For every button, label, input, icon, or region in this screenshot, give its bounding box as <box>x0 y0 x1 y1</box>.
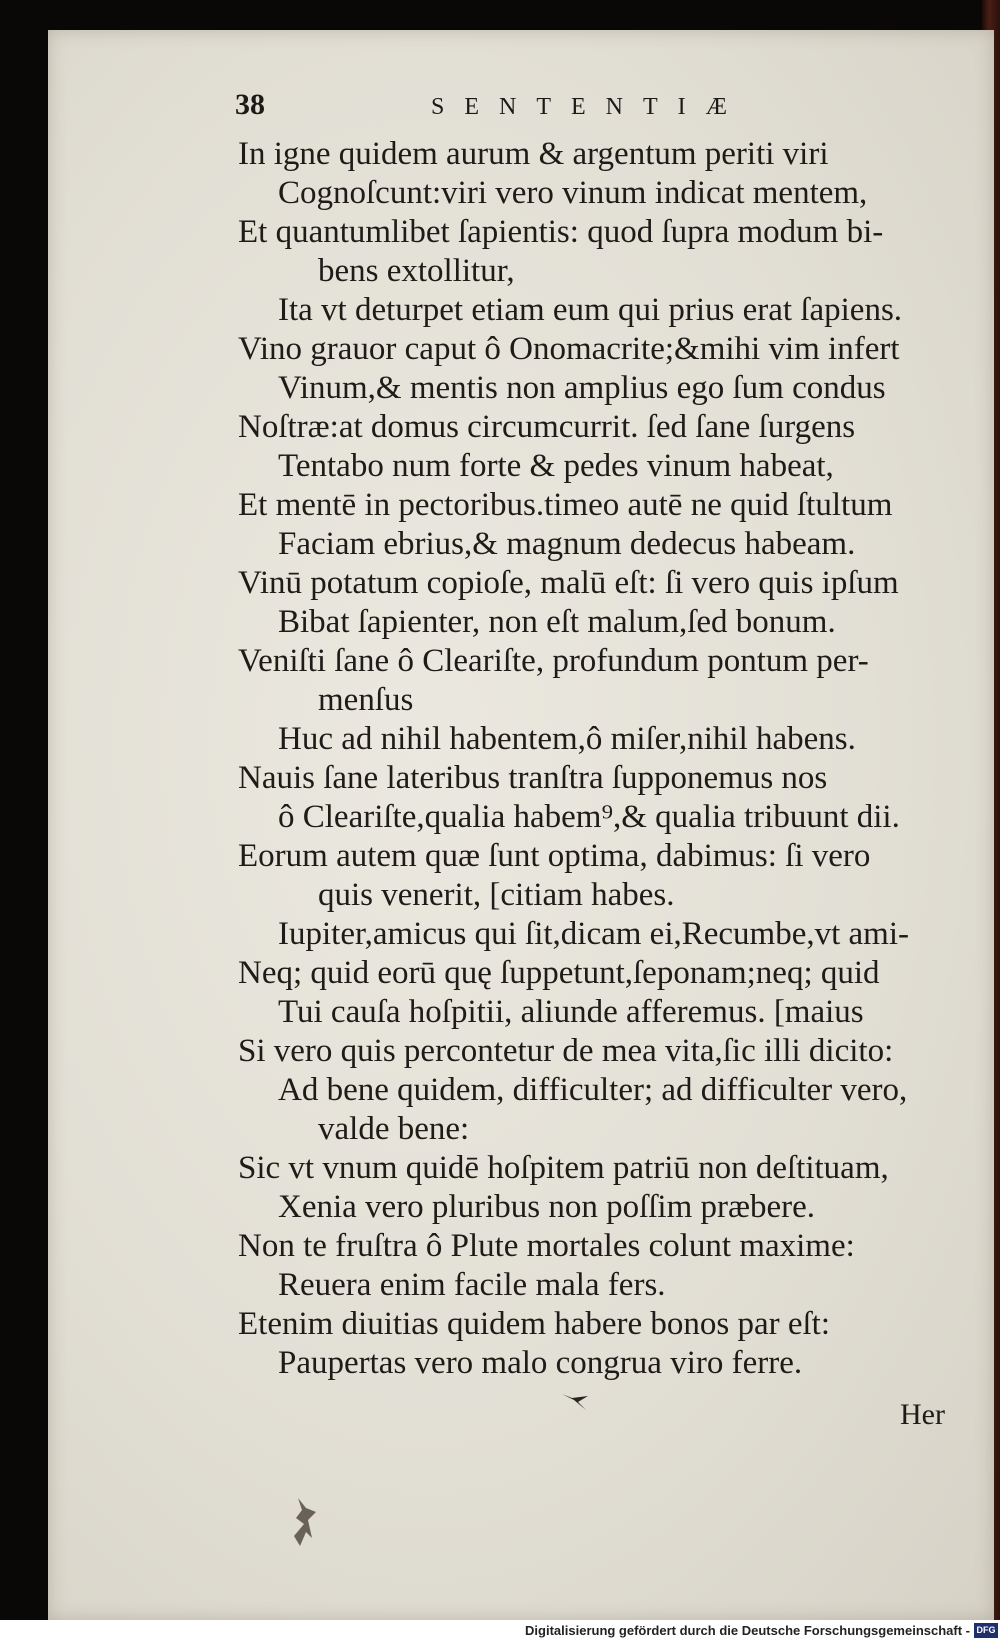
running-head: SENTENTIÆ <box>431 94 747 120</box>
text-line: valde bene: <box>318 1111 470 1147</box>
text-line: Iupiter,amicus qui ſit,dicam ei,Recumbe,vt ami- <box>278 916 909 952</box>
text-line: In igne quidem aurum & argentum periti viri <box>238 136 829 172</box>
page-number: 38 <box>235 88 265 121</box>
text-line: Ad bene quidem, difficulter; ad difficulter vero, <box>278 1072 908 1108</box>
text-line: Sic vt vnum quidē hoſpitem patriū non deſtituam, <box>238 1150 889 1186</box>
text-line: Paupertas vero malo congrua viro ferre. <box>278 1345 803 1381</box>
text-line: Tui cauſa hoſpitii, aliunde afferemus. [maius <box>278 994 864 1030</box>
text-line: Et quantumlibet ſapientis: quod ſupra modum bi- <box>238 214 884 250</box>
text-line: Nauis ſane lateribus tranſtra ſupponemus nos <box>238 760 828 796</box>
text-line: Etenim diuitias quidem habere bonos par eſt: <box>238 1306 831 1342</box>
dfg-logo: DFG <box>974 1623 998 1638</box>
text-line: Tentabo num forte & pedes vinum habeat, <box>278 448 834 484</box>
text-line: Noſtræ:at domus circumcurrit. ſed ſane ſurgens <box>238 409 856 445</box>
text-line: Vinū potatum copioſe, malū eſt: ſi vero quis ipſum <box>238 565 899 601</box>
footer-credit: Digitalisierung gefördert durch die Deutsche Forschungsgemeinschaft - <box>525 1623 970 1638</box>
text-line: Faciam ebrius,& magnum dedecus habeam. <box>278 526 856 562</box>
text-line: Huc ad nihil habentem,ô miſer,nihil habens. <box>278 721 856 757</box>
text-line: Xenia vero pluribus non poſſim præbere. <box>278 1189 816 1225</box>
digitization-footer <box>0 1620 1000 1643</box>
text-line: quis venerit, [citiam habes. <box>318 877 675 913</box>
text-line: Eorum autem quæ ſunt optima, dabimus: ſi vero <box>238 838 871 874</box>
text-line: Neq; quid eorū quę ſuppetunt,ſeponam;neq; quid <box>238 955 880 991</box>
text-line: Veniſti ſane ô Cleariſte, profundum pontum per- <box>238 643 869 679</box>
text-line: Vinum,& mentis non amplius ego ſum condus <box>278 370 886 406</box>
text-line: Reuera enim facile mala fers. <box>278 1267 666 1303</box>
text-line: Vino grauor caput ô Onomacrite;&mihi vim infert <box>238 331 900 367</box>
text-line: bens extollitur, <box>318 253 515 289</box>
text-line: Cognoſcunt:viri vero vinum indicat mentem, <box>278 175 868 211</box>
page-header <box>235 88 955 128</box>
text-line: Si vero quis percontetur de mea vita,ſic illi dicito: <box>238 1033 894 1069</box>
text-line: menſus <box>318 682 414 718</box>
text-line: Ita vt deturpet etiam eum qui prius erat ſapiens. <box>278 292 903 328</box>
text-line: Bibat ſapienter, non eſt malum,ſed bonum. <box>278 604 836 640</box>
text-line: Et mentē in pectoribus.timeo autē ne quid ſtultum <box>238 487 893 523</box>
ink-mark-icon <box>560 1390 590 1412</box>
ink-stain-icon <box>278 1490 328 1550</box>
catchword: Her <box>900 1398 945 1431</box>
verse-text-block <box>238 135 973 1383</box>
text-line: ô Cleariſte,qualia habem⁹,& qualia tribuunt dii. <box>278 799 900 835</box>
text-line: Non te fruſtra ô Plute mortales colunt maxime: <box>238 1228 855 1264</box>
